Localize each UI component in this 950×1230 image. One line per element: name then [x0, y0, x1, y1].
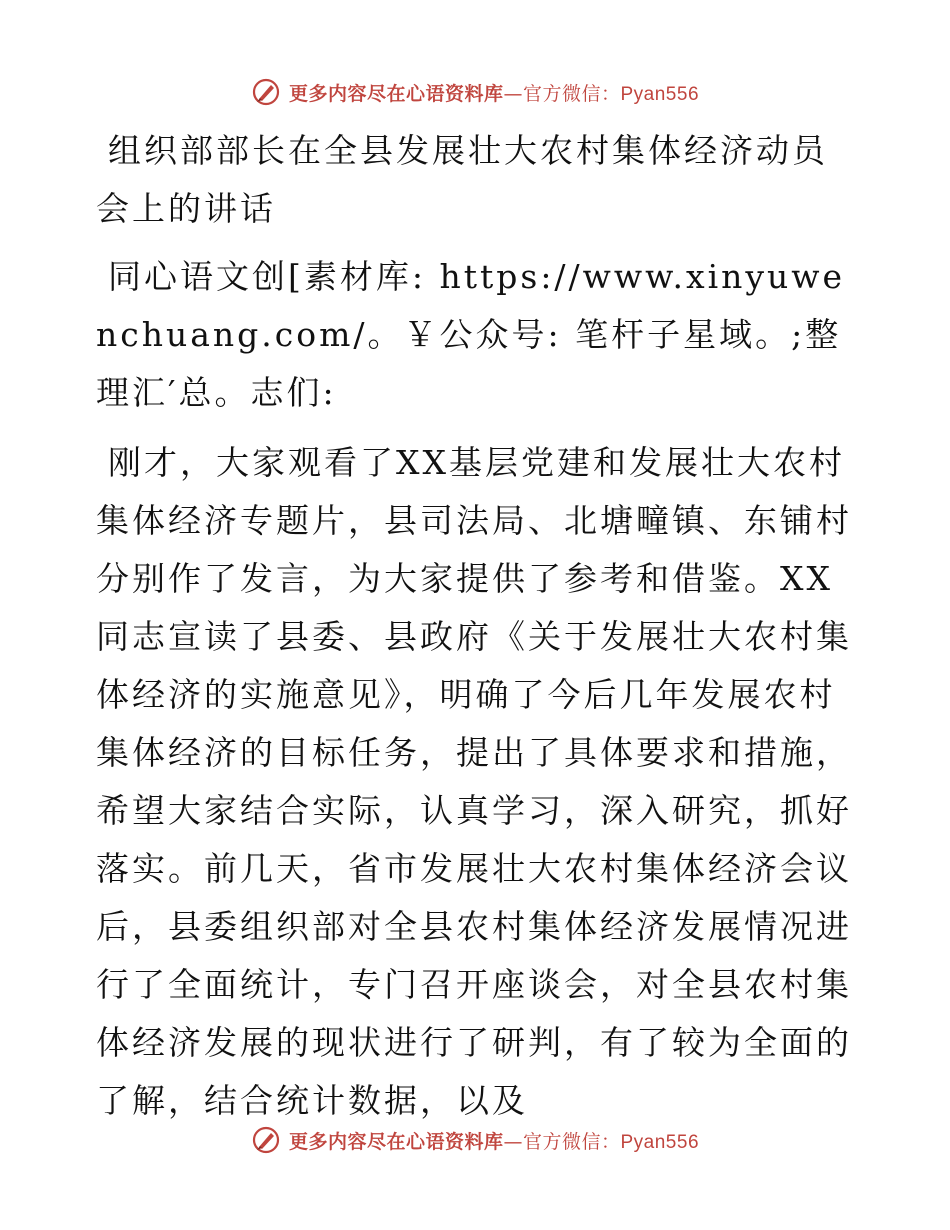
watermark-wechat-id: Pyan556	[620, 1131, 700, 1153]
watermark-dash: —	[503, 82, 523, 105]
watermark-wechat-label: 官方微信：	[522, 1130, 621, 1153]
document-title: 组织部部长在全县发展壮大农村集体经济动员会上的讲话	[96, 131, 828, 228]
header-watermark	[0, 72, 950, 112]
quill-pen-icon	[251, 1125, 281, 1155]
watermark-brand: 更多内容尽在心语资料库	[288, 82, 504, 105]
body-paragraph: 刚才，大家观看了XX基层党建和发展壮大农村集体经济专题片，县司法局、北塘疃镇、东铺村分别作了发言，为大家提供了参考和借鉴。XX同志宣读了县委、县政府《关于发展壮大农村集体经济的实施意见》，明确了今后几年发展农村集体经济的目标任务，提出了具体要求和措施，希望大家结合实际，认真学习，深入研究，抓好落实。前几天，省市发展壮大农村集体经济会议后，县委组织部对全县农村集体经济发展情况进行了全面统计，专门召开座谈会，对全县农村集体经济发展的现状进行了研判，有了较为全面的了解，结合统计数据，以及	[96, 443, 852, 1120]
watermark-dash: —	[503, 1130, 523, 1153]
source-line: 同心语文创[素材库: https://www.xinyuwenchuang.com/。￥公众号: 笔杆子星域。;整理汇′总。志们:	[96, 257, 846, 412]
watermark-text	[289, 79, 699, 106]
watermark-brand: 更多内容尽在心语资料库	[288, 1130, 504, 1153]
watermark-wechat-label: 官方微信：	[522, 82, 621, 105]
watermark-wechat-id: Pyan556	[620, 83, 700, 105]
document-body	[96, 122, 856, 1140]
quill-pen-icon	[251, 77, 281, 107]
watermark-text	[289, 1127, 699, 1154]
footer-watermark	[0, 1120, 950, 1160]
